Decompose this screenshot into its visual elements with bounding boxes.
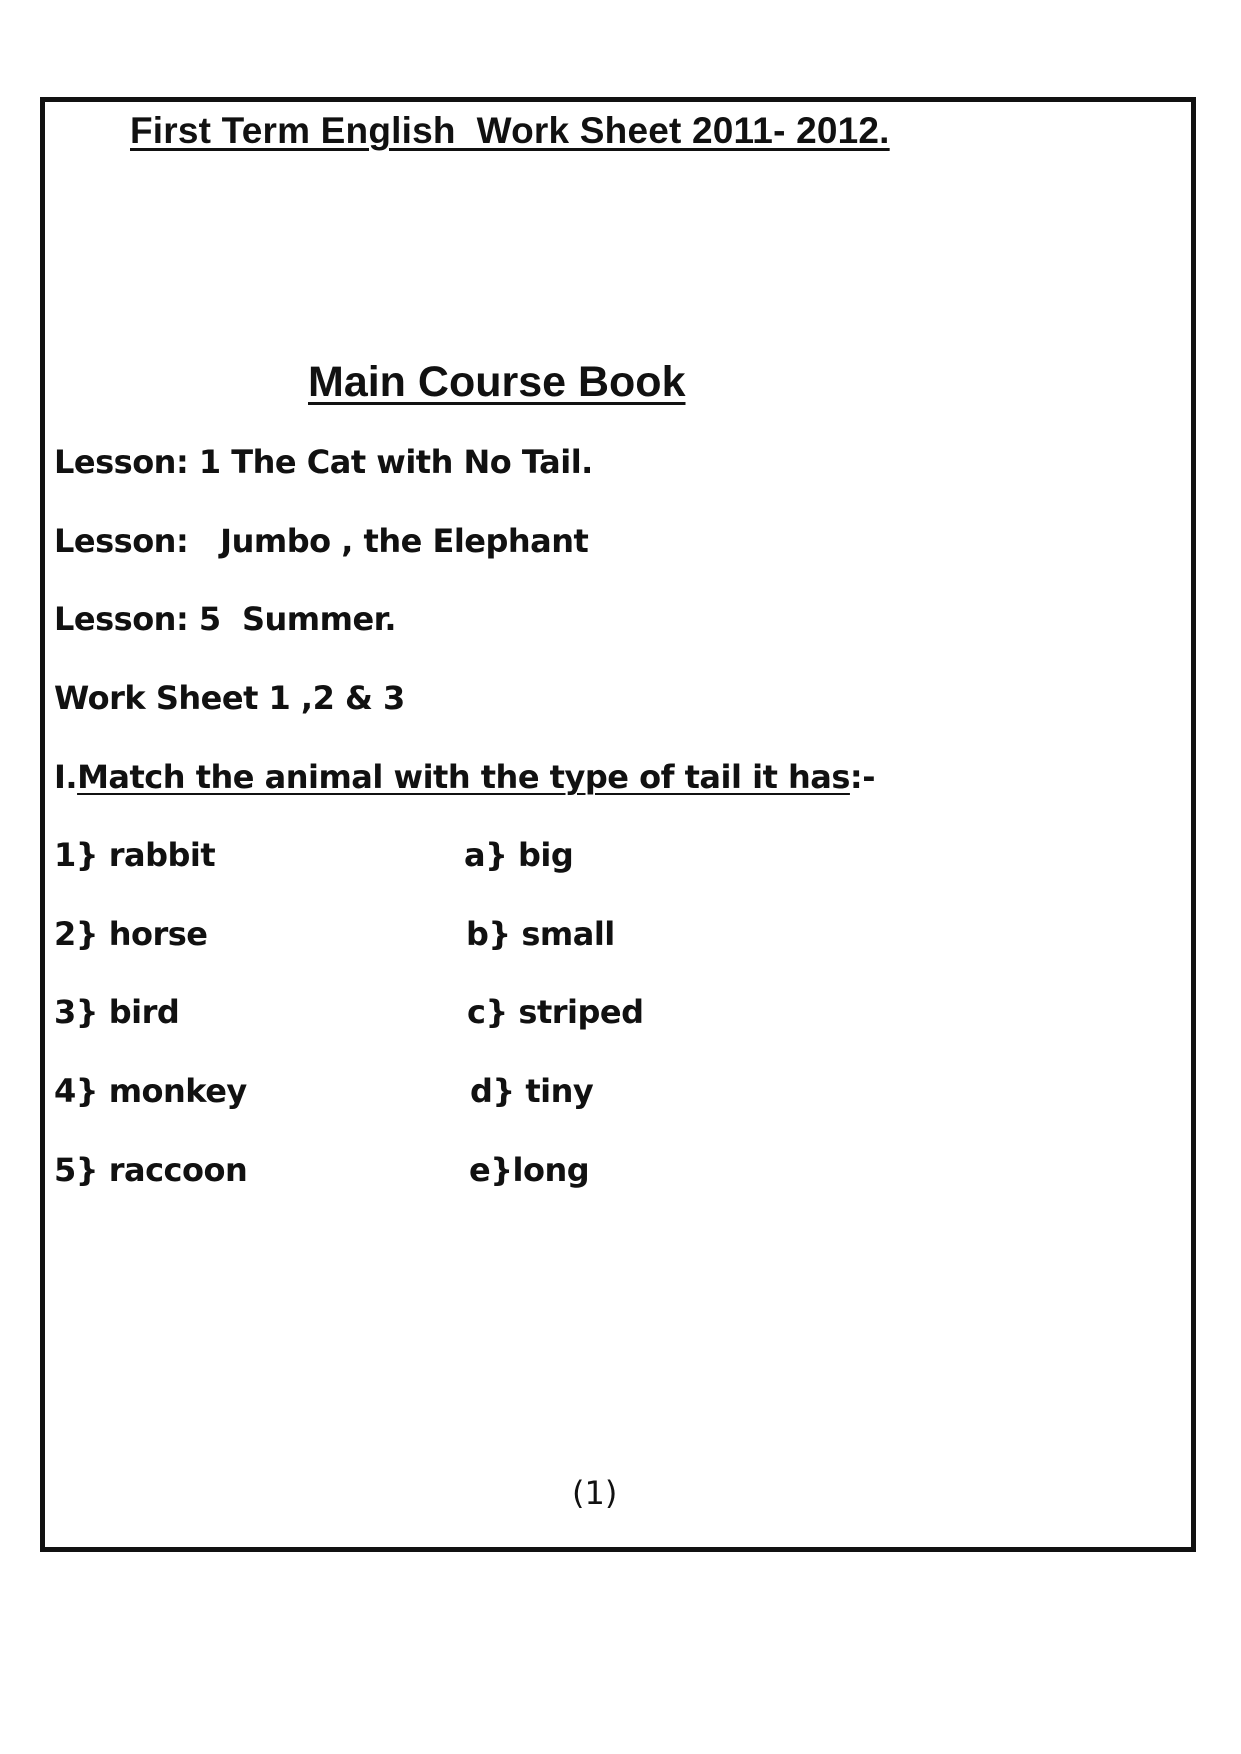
animal-item: 5} raccoon xyxy=(54,1151,248,1189)
question-text: Match the animal with the type of tail it has xyxy=(77,758,850,796)
worksheet-numbers: Work Sheet 1 ,2 & 3 xyxy=(54,679,405,717)
question-suffix: :- xyxy=(849,758,875,796)
lesson-2: Lesson: Jumbo , the Elephant xyxy=(54,522,589,560)
book-title: Main Course Book xyxy=(308,358,686,406)
lesson-3: Lesson: 5 Summer. xyxy=(54,600,397,638)
animal-item: 4} monkey xyxy=(54,1072,247,1110)
animal-item: 3} bird xyxy=(54,993,180,1031)
tail-item: c} striped xyxy=(467,993,644,1031)
tail-item: d} tiny xyxy=(470,1072,594,1110)
tail-item: a} big xyxy=(464,836,574,874)
page-border xyxy=(40,97,1196,1552)
lesson-1: Lesson: 1 The Cat with No Tail. xyxy=(54,443,593,481)
animal-item: 1} rabbit xyxy=(54,836,216,874)
animal-item: 2} horse xyxy=(54,915,208,953)
page-number: (1) xyxy=(572,1474,618,1512)
tail-item: b} small xyxy=(466,915,615,953)
tail-item: e}long xyxy=(469,1151,590,1189)
question-heading xyxy=(54,758,875,796)
worksheet-title: First Term English Work Sheet 2011- 2012. xyxy=(130,110,890,151)
question-number: I. xyxy=(54,758,78,796)
